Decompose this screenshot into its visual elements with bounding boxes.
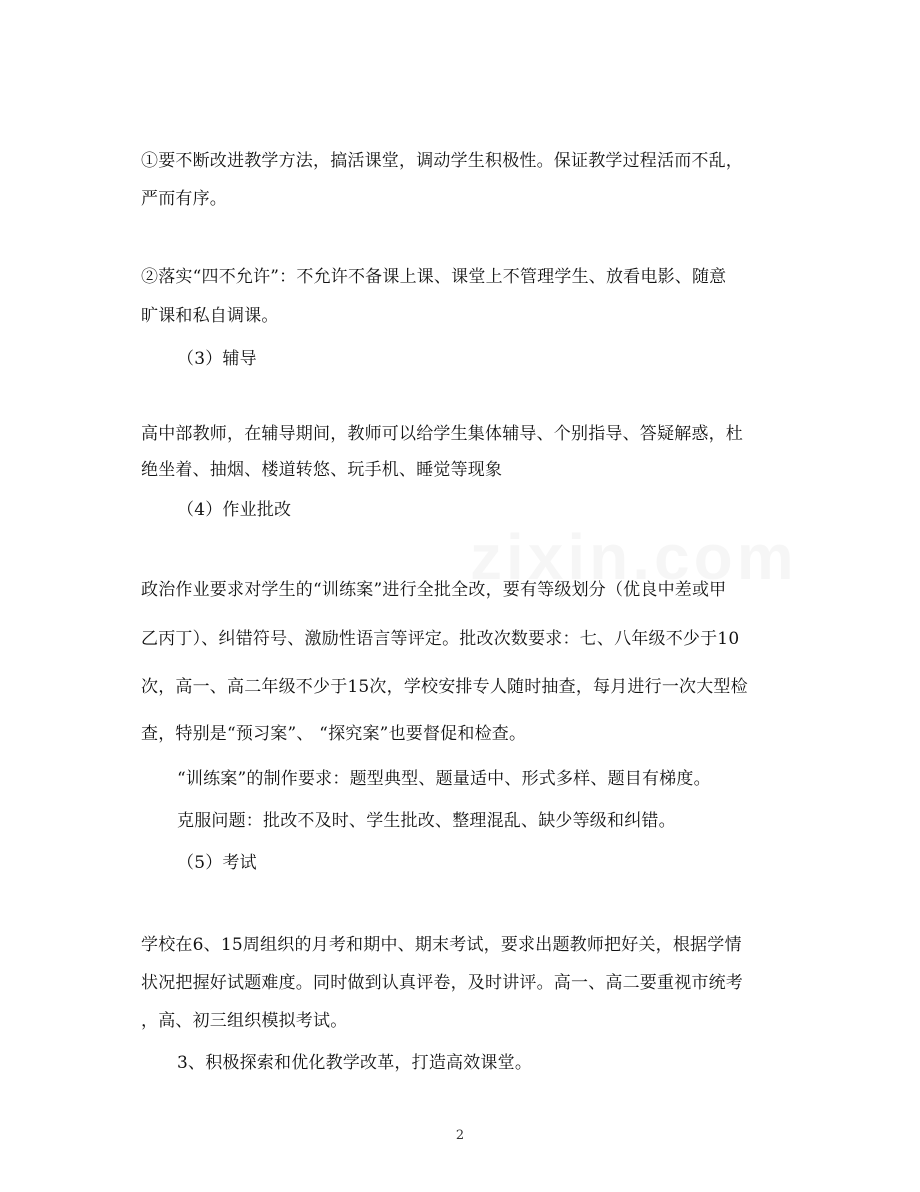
- paragraph-line: 旷课和私自调课。: [141, 306, 279, 326]
- paragraph-line: 乙丙丁）、纠错符号、激励性语言等评定。批改次数要求：七、八年级不少于10: [141, 629, 740, 649]
- paragraph-line: 绝坐着、抽烟、楼道转悠、玩手机、睡觉等现象: [141, 460, 503, 480]
- section-heading: （4）作业批改: [177, 500, 292, 520]
- paragraph-line: ②落实“四不允许”：不允许不备课上课、课堂上不管理学生、放看电影、随意: [141, 267, 727, 287]
- section-heading: （3）辅导: [177, 349, 257, 369]
- page-number: 2: [455, 1128, 465, 1143]
- paragraph-line: 高中部教师，在辅导期间，教师可以给学生集体辅导、个别指导、答疑解惑，杜: [141, 424, 743, 444]
- paragraph-line: 政治作业要求对学生的“训练案”进行全批全改，要有等级划分（优良中差或甲: [141, 580, 727, 600]
- paragraph-line: 次，高一、高二年级不少于15次，学校安排专人随时抽查，每月进行一次大型检: [141, 677, 748, 697]
- paragraph-line: ，高、初三组织模拟考试。: [141, 1011, 348, 1031]
- paragraph-line: 克服问题：批改不及时、学生批改、整理混乱、缺少等级和纠错。: [177, 811, 676, 831]
- paragraph-line: ①要不断改进教学方法，搞活课堂，调动学生积极性。保证教学过程活而不乱，: [141, 151, 743, 171]
- paragraph-line: 3、积极探索和优化教学改革，打造高效课堂。: [177, 1053, 533, 1073]
- section-heading: （5）考试: [177, 853, 257, 873]
- paragraph-line: 查，特别是“预习案”、 “探究案”也要督促和检查。: [141, 724, 527, 744]
- paragraph-line: 学校在6、15周组织的月考和期中、期末考试，要求出题教师把好关，根据学情: [141, 935, 742, 955]
- paragraph-line: 严而有序。: [141, 189, 227, 209]
- paragraph-line: 状况把握好试题难度。同时做到认真评卷，及时讲评。高一、高二要重视市统考: [141, 973, 743, 993]
- paragraph-line: “训练案”的制作要求：题型典型、题量适中、形式多样、题目有梯度。: [177, 769, 711, 789]
